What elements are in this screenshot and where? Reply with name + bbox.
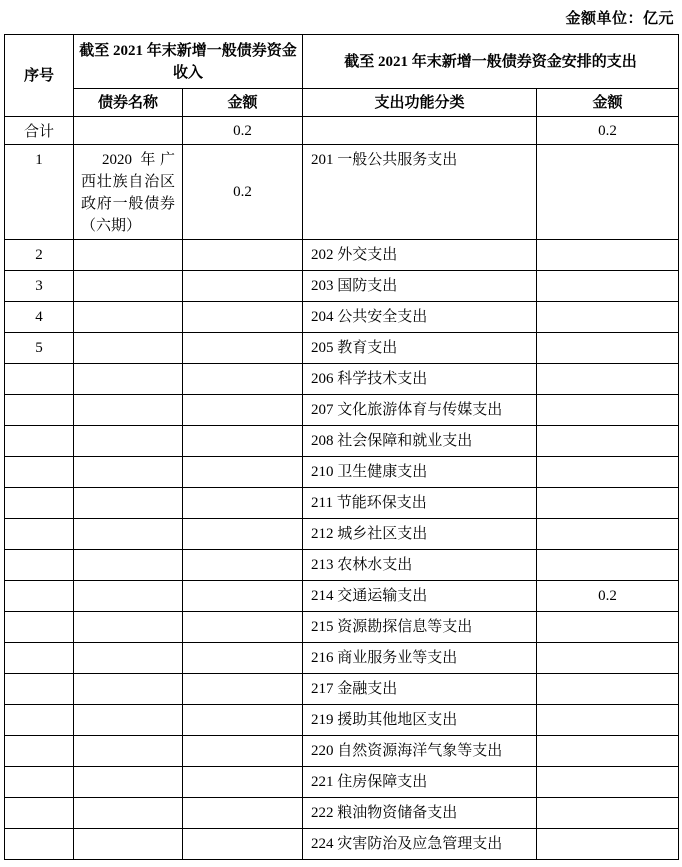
serial-cell: [5, 519, 74, 550]
header-bond-name: 债券名称: [74, 89, 183, 117]
income-amount-cell: [183, 736, 303, 767]
expenditure-category-cell: 217 金融支出: [303, 674, 537, 705]
bond-name-cell: [74, 240, 183, 271]
expenditure-amount-cell: [537, 457, 679, 488]
bond-name-cell: 2020 年广西壮族自治区政府一般债券（六期）: [74, 145, 183, 240]
header-income-amount: 金额: [183, 89, 303, 117]
serial-cell: [5, 488, 74, 519]
serial-cell: [5, 643, 74, 674]
table-row: [5, 145, 679, 240]
expenditure-category-cell: 214 交通运输支出: [303, 581, 537, 612]
expenditure-amount-cell: [537, 736, 679, 767]
income-amount-cell: [183, 581, 303, 612]
table-row: [5, 426, 679, 457]
expenditure-category-cell: 213 农林水支出: [303, 550, 537, 581]
bond-name-cell: [74, 829, 183, 860]
bond-name-cell: [74, 519, 183, 550]
expenditure-category-cell: 206 科学技术支出: [303, 364, 537, 395]
expenditure-amount-cell: [537, 674, 679, 705]
income-amount-cell: [183, 457, 303, 488]
bond-name-cell: [74, 612, 183, 643]
expenditure-amount-cell: [537, 271, 679, 302]
amount-unit-label: 金额单位：亿元: [565, 11, 674, 27]
income-amount-cell: [183, 829, 303, 860]
expenditure-amount-cell: [537, 550, 679, 581]
expenditure-amount-cell: [537, 798, 679, 829]
expenditure-category-cell: 215 资源勘探信息等支出: [303, 612, 537, 643]
serial-cell: [5, 426, 74, 457]
table-row: [5, 364, 679, 395]
expenditure-category-cell: 207 文化旅游体育与传媒支出: [303, 395, 537, 426]
expenditure-category-cell: 211 节能环保支出: [303, 488, 537, 519]
table-row: [5, 829, 679, 860]
serial-cell: 2: [5, 240, 74, 271]
income-amount-cell: [183, 674, 303, 705]
table-row: [5, 736, 679, 767]
expenditure-amount-cell: [537, 767, 679, 798]
income-amount-cell: [183, 333, 303, 364]
serial-cell: [5, 364, 74, 395]
header-expenditure-group: 截至 2021 年末新增一般债券资金安排的支出: [303, 35, 679, 89]
bond-name-cell: [74, 333, 183, 364]
serial-cell: 合计: [5, 117, 74, 145]
bond-name-cell: [74, 364, 183, 395]
expenditure-amount-cell: [537, 829, 679, 860]
expenditure-amount-cell: 0.2: [537, 581, 679, 612]
income-amount-cell: [183, 612, 303, 643]
income-amount-cell: [183, 271, 303, 302]
bond-name-cell: [74, 705, 183, 736]
expenditure-category-cell: [303, 117, 537, 145]
table-row: [5, 519, 679, 550]
expenditure-amount-cell: [537, 240, 679, 271]
income-amount-cell: [183, 488, 303, 519]
bond-name-cell: [74, 643, 183, 674]
expenditure-category-cell: 222 粮油物资储备支出: [303, 798, 537, 829]
expenditure-category-cell: 212 城乡社区支出: [303, 519, 537, 550]
bond-name-cell: [74, 117, 183, 145]
table-row: [5, 705, 679, 736]
expenditure-amount-cell: [537, 705, 679, 736]
income-amount-cell: [183, 767, 303, 798]
expenditure-category-cell: 204 公共安全支出: [303, 302, 537, 333]
table-row: [5, 674, 679, 705]
header-serial-number: 序号: [5, 35, 74, 117]
income-amount-cell: 0.2: [183, 117, 303, 145]
table-row: [5, 488, 679, 519]
header-income-group: 截至 2021 年末新增一般债券资金收入: [74, 35, 303, 89]
income-amount-cell: [183, 643, 303, 674]
serial-cell: [5, 457, 74, 488]
income-amount-cell: [183, 395, 303, 426]
table-row: [5, 333, 679, 364]
expenditure-category-cell: 201 一般公共服务支出: [303, 145, 537, 240]
serial-cell: 3: [5, 271, 74, 302]
serial-cell: [5, 705, 74, 736]
serial-cell: 4: [5, 302, 74, 333]
header-expenditure-category: 支出功能分类: [303, 89, 537, 117]
table-row: [5, 457, 679, 488]
income-amount-cell: [183, 240, 303, 271]
expenditure-category-cell: 216 商业服务业等支出: [303, 643, 537, 674]
expenditure-amount-cell: [537, 488, 679, 519]
bond-name-cell: [74, 302, 183, 333]
bond-name-cell: [74, 395, 183, 426]
table-row: [5, 271, 679, 302]
bond-name-cell: [74, 550, 183, 581]
bond-funds-table: [4, 34, 679, 860]
expenditure-amount-cell: [537, 145, 679, 240]
table-row: [5, 612, 679, 643]
serial-cell: [5, 612, 74, 643]
expenditure-amount-cell: 0.2: [537, 117, 679, 145]
income-amount-cell: [183, 550, 303, 581]
expenditure-category-cell: 220 自然资源海洋气象等支出: [303, 736, 537, 767]
bond-name-cell: [74, 767, 183, 798]
serial-cell: 1: [5, 145, 74, 240]
expenditure-amount-cell: [537, 364, 679, 395]
income-amount-cell: [183, 705, 303, 736]
table-row: [5, 767, 679, 798]
expenditure-category-cell: 208 社会保障和就业支出: [303, 426, 537, 457]
income-amount-cell: [183, 364, 303, 395]
income-amount-cell: [183, 519, 303, 550]
serial-cell: [5, 550, 74, 581]
expenditure-category-cell: 219 援助其他地区支出: [303, 705, 537, 736]
serial-cell: 5: [5, 333, 74, 364]
expenditure-category-cell: 210 卫生健康支出: [303, 457, 537, 488]
serial-cell: [5, 581, 74, 612]
expenditure-amount-cell: [537, 302, 679, 333]
income-amount-cell: [183, 426, 303, 457]
serial-cell: [5, 674, 74, 705]
expenditure-category-cell: 221 住房保障支出: [303, 767, 537, 798]
expenditure-amount-cell: [537, 333, 679, 364]
table-row: [5, 117, 679, 145]
table-group-header-row: [5, 35, 679, 89]
table-row: [5, 643, 679, 674]
bond-name-cell: [74, 457, 183, 488]
bond-name-cell: [74, 674, 183, 705]
serial-cell: [5, 829, 74, 860]
expenditure-category-cell: 224 灾害防治及应急管理支出: [303, 829, 537, 860]
serial-cell: [5, 736, 74, 767]
expenditure-category-cell: 202 外交支出: [303, 240, 537, 271]
header-expenditure-amount: 金额: [537, 89, 679, 117]
expenditure-category-cell: 203 国防支出: [303, 271, 537, 302]
bond-name-cell: [74, 271, 183, 302]
serial-cell: [5, 767, 74, 798]
expenditure-amount-cell: [537, 395, 679, 426]
table-row: [5, 581, 679, 612]
serial-cell: [5, 798, 74, 829]
income-amount-cell: 0.2: [183, 145, 303, 240]
table-row: [5, 395, 679, 426]
bond-name-cell: [74, 488, 183, 519]
expenditure-amount-cell: [537, 643, 679, 674]
expenditure-amount-cell: [537, 426, 679, 457]
income-amount-cell: [183, 798, 303, 829]
bond-name-cell: [74, 798, 183, 829]
bond-name-cell: [74, 736, 183, 767]
expenditure-amount-cell: [537, 612, 679, 643]
table-row: [5, 550, 679, 581]
table-row: [5, 302, 679, 333]
bond-name-cell: [74, 581, 183, 612]
table-row: [5, 240, 679, 271]
table-sub-header-row: [5, 89, 679, 117]
income-amount-cell: [183, 302, 303, 333]
bond-name-cell: [74, 426, 183, 457]
serial-cell: [5, 395, 74, 426]
expenditure-category-cell: 205 教育支出: [303, 333, 537, 364]
expenditure-amount-cell: [537, 519, 679, 550]
table-row: [5, 798, 679, 829]
